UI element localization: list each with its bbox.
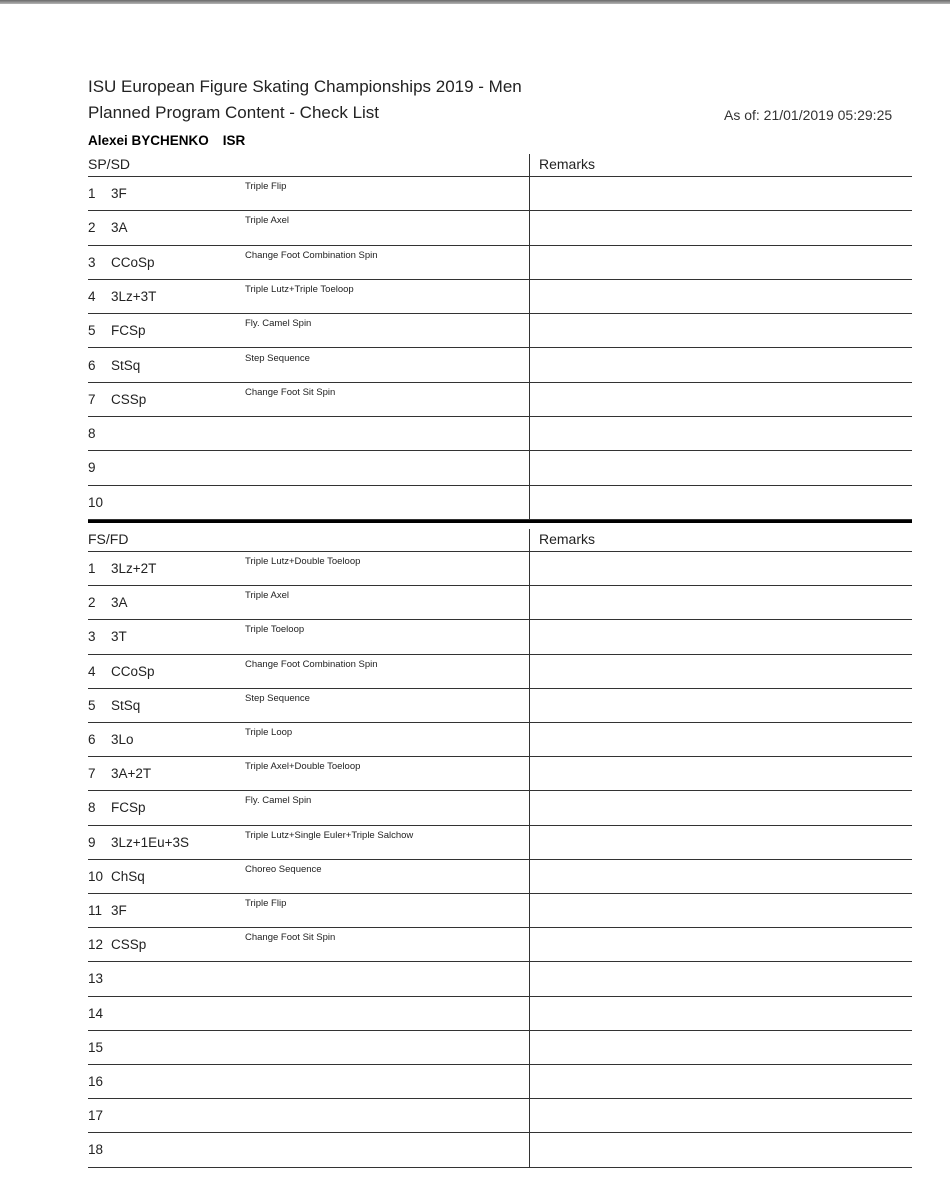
element-row [88, 928, 912, 962]
document-subtitle: Planned Program Content - Check List [88, 103, 380, 122]
free-skate-remarks-label: Remarks [539, 531, 596, 547]
element-row [88, 246, 912, 280]
element-description: Change Foot Sit Spin [245, 932, 336, 944]
element-code: StSq [111, 357, 141, 373]
element-row [88, 1133, 912, 1167]
element-description: Triple Axel [245, 590, 289, 602]
element-description: Triple Axel [245, 215, 289, 227]
element-code: CCoSp [111, 663, 155, 679]
element-code: 3F [111, 186, 127, 201]
short-program-label: SP/SD [88, 156, 131, 172]
as-of-timestamp: As of: 21/01/2019 05:29:25 [724, 107, 893, 123]
element-description: Triple Flip [245, 181, 287, 192]
element-row [88, 757, 912, 791]
element-code: 3A+2T [111, 766, 152, 782]
element-code: 3F [111, 903, 127, 918]
element-code: 3A [111, 595, 128, 611]
event-title: ISU European Figure Skating Championships 2019 - Men [88, 77, 522, 96]
element-row [88, 417, 912, 451]
element-description: Triple Toeloop [245, 624, 305, 636]
element-description: Triple Flip [245, 898, 287, 909]
element-code: CCoSp [111, 254, 155, 270]
element-description: Step Sequence [245, 352, 310, 364]
element-description: Fly. Camel Spin [245, 318, 312, 330]
element-number: 7 [88, 766, 96, 782]
skater-name: Alexei BYCHENKO [88, 133, 209, 148]
short-program-header [88, 154, 912, 177]
element-code: 3Lo [111, 732, 134, 747]
element-number: 10 [88, 868, 104, 884]
element-row [88, 894, 912, 928]
element-number: 1 [88, 561, 96, 576]
element-number: 13 [88, 971, 104, 987]
element-row [88, 1099, 912, 1133]
element-description: Triple Lutz+Triple Toeloop [245, 283, 354, 295]
element-row [88, 586, 912, 620]
element-number: 6 [88, 357, 96, 373]
element-row [88, 314, 912, 348]
element-row [88, 860, 912, 894]
element-code: ChSq [111, 868, 145, 884]
element-number: 12 [88, 937, 104, 953]
element-row [88, 349, 912, 383]
element-number: 4 [88, 663, 96, 679]
free-skate-header [88, 529, 912, 552]
element-row [88, 620, 912, 654]
element-code: 3Lz+1Eu+3S [111, 834, 190, 850]
element-description: Change Foot Combination Spin [245, 249, 378, 261]
element-number: 16 [88, 1074, 104, 1089]
element-number: 7 [88, 391, 96, 407]
element-row [88, 211, 912, 245]
element-code: CSSp [111, 391, 147, 407]
element-number: 14 [88, 1005, 104, 1021]
element-row [88, 1065, 912, 1099]
element-number: 18 [88, 1142, 104, 1158]
element-description: Triple Loop [245, 727, 293, 738]
skater-nation: ISR [222, 133, 246, 148]
element-row [88, 1031, 912, 1065]
element-code: StSq [111, 697, 141, 713]
element-number: 2 [88, 595, 96, 611]
element-row [88, 383, 912, 417]
element-row [88, 826, 912, 860]
element-description: Step Sequence [245, 692, 310, 704]
element-row [88, 997, 912, 1031]
element-description: Change Foot Sit Spin [245, 386, 336, 398]
element-row [88, 280, 912, 314]
element-code: FCSp [111, 800, 146, 816]
element-number: 5 [88, 323, 96, 339]
element-number: 8 [88, 426, 96, 442]
element-number: 9 [88, 834, 96, 850]
free-skate-section [88, 529, 912, 1167]
element-row [88, 177, 912, 211]
element-row [88, 655, 912, 689]
element-code: 3T [111, 629, 127, 645]
element-number: 10 [88, 494, 104, 510]
element-number: 4 [88, 288, 96, 304]
skater-info [88, 133, 245, 148]
element-number: 2 [88, 220, 96, 236]
element-number: 9 [88, 460, 96, 476]
top-border [0, 0, 950, 4]
free-skate-label: FS/FD [88, 531, 129, 547]
element-row [88, 962, 912, 996]
element-row [88, 451, 912, 485]
element-row [88, 486, 912, 520]
element-number: 1 [88, 186, 96, 201]
element-number: 11 [88, 903, 103, 918]
element-code: FCSp [111, 323, 146, 339]
element-number: 5 [88, 697, 96, 713]
element-description: Fly. Camel Spin [245, 795, 312, 807]
element-number: 3 [88, 254, 96, 270]
element-number: 8 [88, 800, 96, 816]
element-row [88, 552, 912, 586]
element-description: Change Foot Combination Spin [245, 658, 378, 670]
element-number: 15 [88, 1039, 104, 1055]
short-program-section [88, 154, 912, 520]
element-code: CSSp [111, 937, 147, 953]
element-description: Triple Axel+Double Toeloop [245, 761, 361, 773]
element-code: 3A [111, 220, 128, 236]
element-number: 6 [88, 732, 96, 747]
element-description: Choreo Sequence [245, 863, 322, 875]
element-code: 3Lz+3T [111, 288, 157, 304]
element-row [88, 689, 912, 723]
element-number: 17 [88, 1108, 104, 1124]
short-program-remarks-label: Remarks [539, 156, 596, 172]
element-row [88, 791, 912, 825]
element-description: Triple Lutz+Double Toeloop [245, 556, 361, 567]
element-row [88, 723, 912, 757]
section-divider [88, 520, 912, 523]
element-description: Triple Lutz+Single Euler+Triple Salchow [245, 829, 414, 841]
element-number: 3 [88, 629, 96, 645]
element-code: 3Lz+2T [111, 561, 157, 576]
